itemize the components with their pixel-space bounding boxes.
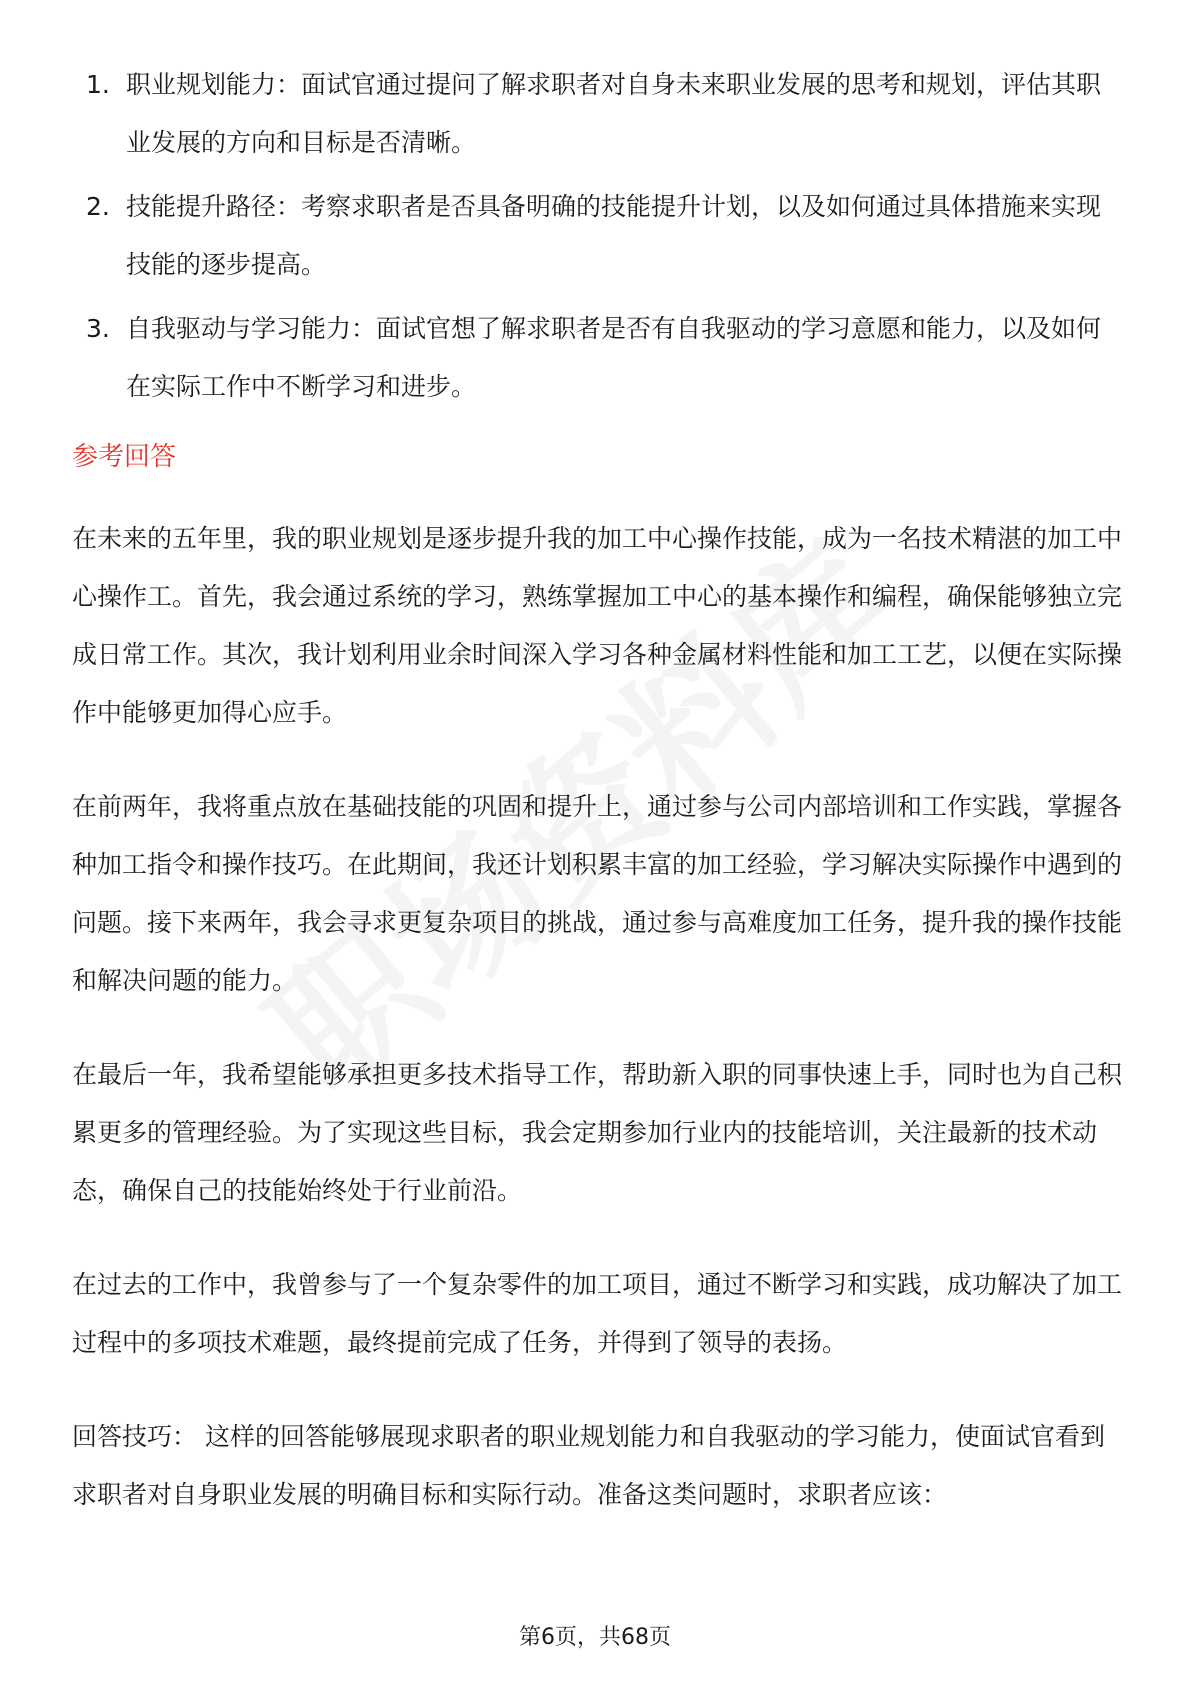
numbered-list [72, 56, 1122, 416]
list-item-text: 职业规划能力：面试官通过提问了解求职者对自身未来职业发展的思考和规划，评估其职业发展的方向和目标是否清晰。 [126, 70, 1102, 157]
list-item [72, 56, 1122, 172]
list-item-text: 技能提升路径：考察求职者是否具备明确的技能提升计划，以及如何通过具体措施来实现技能的逐步提高。 [126, 192, 1102, 279]
list-number: 3. [86, 314, 110, 343]
list-item [72, 300, 1122, 416]
paragraph: 在最后一年，我希望能够承担更多技术指导工作，帮助新入职的同事快速上手，同时也为自己积累更多的管理经验。为了实现这些目标，我会定期参加行业内的技能培训，关注最新的技术动态，确保自己的技能始终处于行业前沿。 [72, 1060, 1123, 1205]
list-number: 2. [86, 192, 110, 221]
paragraph: 在未来的五年里，我的职业规划是逐步提升我的加工中心操作技能，成为一名技术精湛的加工中心操作工。首先，我会通过系统的学习，熟练掌握加工中心的基本操作和编程，确保能够独立完成日常工作。其次，我计划利用业余时间深入学习各种金属材料性能和加工工艺，以便在实际操作中能够更加得心应手。 [72, 524, 1123, 727]
page-number: 第6页，共68页 [519, 1625, 671, 1650]
paragraph: 在前两年，我将重点放在基础技能的巩固和提升上，通过参与公司内部培训和工作实践，掌握各种加工指令和操作技巧。在此期间，我还计划积累丰富的加工经验，学习解决实际操作中遇到的问题。接下来两年，我会寻求更复杂项目的挑战，通过参与高难度加工任务，提升我的操作技能和解决问题的能力。 [72, 792, 1123, 995]
page-content [72, 56, 1122, 1560]
list-number: 1. [86, 70, 110, 99]
list-item-text: 自我驱动与学习能力：面试官想了解求职者是否有自我驱动的学习意愿和能力，以及如何在实际工作中不断学习和进步。 [126, 314, 1102, 401]
paragraph: 在过去的工作中，我曾参与了一个复杂零件的加工项目，通过不断学习和实践，成功解决了加工过程中的多项技术难题，最终提前完成了任务，并得到了领导的表扬。 [72, 1270, 1123, 1357]
paragraph: 回答技巧： 这样的回答能够展现求职者的职业规划能力和自我驱动的学习能力，使面试官看到求职者对自身职业发展的明确目标和实际行动。准备这类问题时，求职者应该： [72, 1422, 1105, 1509]
section-heading: 参考回答 [72, 442, 177, 472]
list-item [72, 178, 1122, 294]
